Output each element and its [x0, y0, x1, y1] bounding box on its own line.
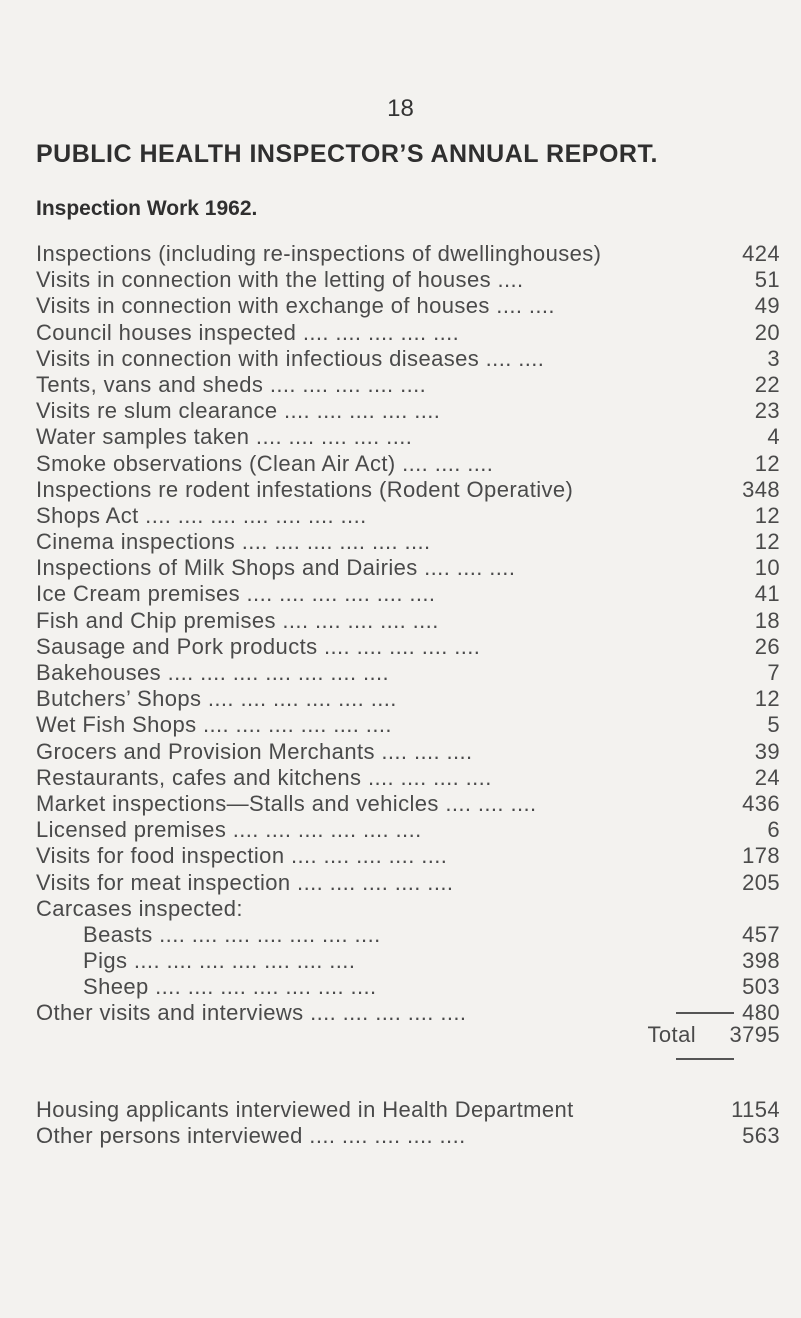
page-number: 18 [387, 95, 414, 122]
row-label: Visits in connection with the letting of houses .... [36, 267, 524, 293]
row-label: Visits in connection with exchange of houses .... .... [36, 293, 555, 319]
total-label: Total [647, 1022, 696, 1047]
table-row [36, 922, 780, 948]
row-label: Wet Fish Shops .... .... .... .... .... .... [36, 712, 392, 738]
table-row [36, 293, 780, 319]
row-value: 7 [767, 660, 780, 685]
row-value: 18 [754, 607, 780, 633]
row-label: Water samples taken .... .... .... .... .... [36, 424, 413, 450]
row-label: Shops Act .... .... .... .... .... .... .... [36, 502, 367, 528]
table-row [36, 974, 780, 1000]
row-label: Smoke observations (Clean Air Act) .... .... .... [36, 450, 494, 476]
table-row [36, 477, 780, 503]
table-row [36, 320, 780, 346]
table-row [36, 634, 780, 660]
row-label: Carcases inspected: [36, 895, 243, 921]
interviews-table [36, 1097, 780, 1149]
row-label: Market inspections—Stalls and vehicles .... .... .... [36, 790, 537, 816]
row-label: Tents, vans and sheds .... .... .... .... .... [36, 371, 427, 397]
row-label: Visits for food inspection .... .... .... .... .... [36, 843, 448, 869]
total-top-rule [676, 1012, 734, 1014]
table-row [36, 398, 780, 424]
row-label: Butchers’ Shops .... .... .... .... .... .... [36, 686, 397, 712]
table-row [36, 660, 780, 686]
table-row [36, 870, 780, 896]
table-row [36, 765, 780, 791]
row-value: 424 [742, 241, 780, 266]
row-label: Ice Cream premises .... .... .... .... .... .... [36, 581, 436, 607]
row-label: Bakehouses .... .... .... .... .... .... .... [36, 660, 390, 685]
table-row [36, 267, 780, 293]
row-value: 563 [742, 1123, 780, 1149]
row-label: Visits in connection with infectious diseases .... .... [36, 345, 545, 371]
row-label: Housing applicants interviewed in Health Department [36, 1097, 574, 1122]
row-label: Sheep .... .... .... .... .... .... .... [83, 974, 377, 1000]
row-value: 436 [742, 790, 780, 816]
table-row [36, 739, 780, 765]
row-value: 24 [754, 764, 780, 790]
row-value: 178 [742, 843, 780, 869]
inspection-table [36, 241, 780, 1027]
row-value: 41 [754, 581, 780, 607]
row-value: 398 [742, 948, 780, 974]
table-row [36, 555, 780, 581]
table-row [36, 529, 780, 555]
row-value: 3 [767, 345, 780, 371]
section-title: Inspection Work 1962. [36, 197, 258, 220]
total-bottom-rule [676, 1058, 734, 1060]
row-label: Visits for meat inspection .... .... .... .... .... [36, 869, 454, 895]
table-row [36, 581, 780, 607]
row-value: 205 [742, 869, 780, 895]
row-label: Cinema inspections .... .... .... .... .... .... [36, 529, 431, 555]
row-label: Restaurants, cafes and kitchens .... .... .... .... [36, 764, 492, 790]
report-title: PUBLIC HEALTH INSPECTOR’S ANNUAL REPORT. [36, 140, 658, 168]
row-label: Visits re slum clearance .... .... .... .... .... [36, 398, 441, 424]
row-label: Council houses inspected .... .... .... .... .... [36, 319, 460, 345]
row-value: 6 [767, 817, 780, 843]
row-label: Other visits and interviews .... .... .... .... .... [36, 1000, 467, 1026]
table-row [36, 948, 780, 974]
table-row [36, 451, 780, 477]
total-row [36, 1021, 780, 1049]
row-value: 12 [754, 450, 780, 476]
table-row [36, 1123, 780, 1149]
row-label: Inspections of Milk Shops and Dairies .... .... .... [36, 555, 516, 581]
row-value: 51 [754, 267, 780, 293]
row-label: Pigs .... .... .... .... .... .... .... [83, 948, 356, 974]
row-label: Other persons interviewed .... .... .... .... .... [36, 1123, 466, 1149]
table-row [36, 346, 780, 372]
table-row [36, 896, 780, 922]
row-value: 4 [767, 424, 780, 450]
row-value: 23 [754, 398, 780, 424]
row-value: 1154 [731, 1097, 780, 1122]
table-row [36, 686, 780, 712]
table-row [36, 608, 780, 634]
table-row [36, 503, 780, 529]
row-value: 348 [742, 476, 780, 502]
total-value: 3795 [729, 1022, 780, 1047]
row-label: Sausage and Pork products .... .... .... .... .... [36, 633, 481, 659]
row-value: 12 [754, 502, 780, 528]
row-value: 10 [754, 555, 780, 581]
row-value: 12 [754, 686, 780, 712]
table-row [36, 1097, 780, 1123]
row-label: Inspections (including re-inspections of dwellinghouses) [36, 241, 602, 266]
row-value: 480 [742, 1000, 780, 1026]
row-value: 20 [754, 319, 780, 345]
table-row [36, 241, 780, 267]
row-value: 49 [754, 293, 780, 319]
row-label: Inspections re rodent infestations (Rodent Operative) [36, 476, 574, 502]
row-value: 457 [742, 921, 780, 947]
row-label: Grocers and Provision Merchants .... .... .... [36, 738, 473, 764]
table-row [36, 843, 780, 869]
row-value: 5 [767, 712, 780, 738]
row-label: Licensed premises .... .... .... .... .... .... [36, 817, 422, 843]
table-row [36, 712, 780, 738]
table-row [36, 817, 780, 843]
row-label: Beasts .... .... .... .... .... .... .... [83, 921, 381, 947]
row-value: 22 [754, 371, 780, 397]
row-value: 39 [754, 738, 780, 764]
row-label: Fish and Chip premises .... .... .... .... .... [36, 607, 439, 633]
table-row [36, 372, 780, 398]
row-value: 12 [754, 529, 780, 555]
row-value: 26 [754, 633, 780, 659]
table-row [36, 791, 780, 817]
table-row [36, 424, 780, 450]
row-value: 503 [742, 974, 780, 1000]
